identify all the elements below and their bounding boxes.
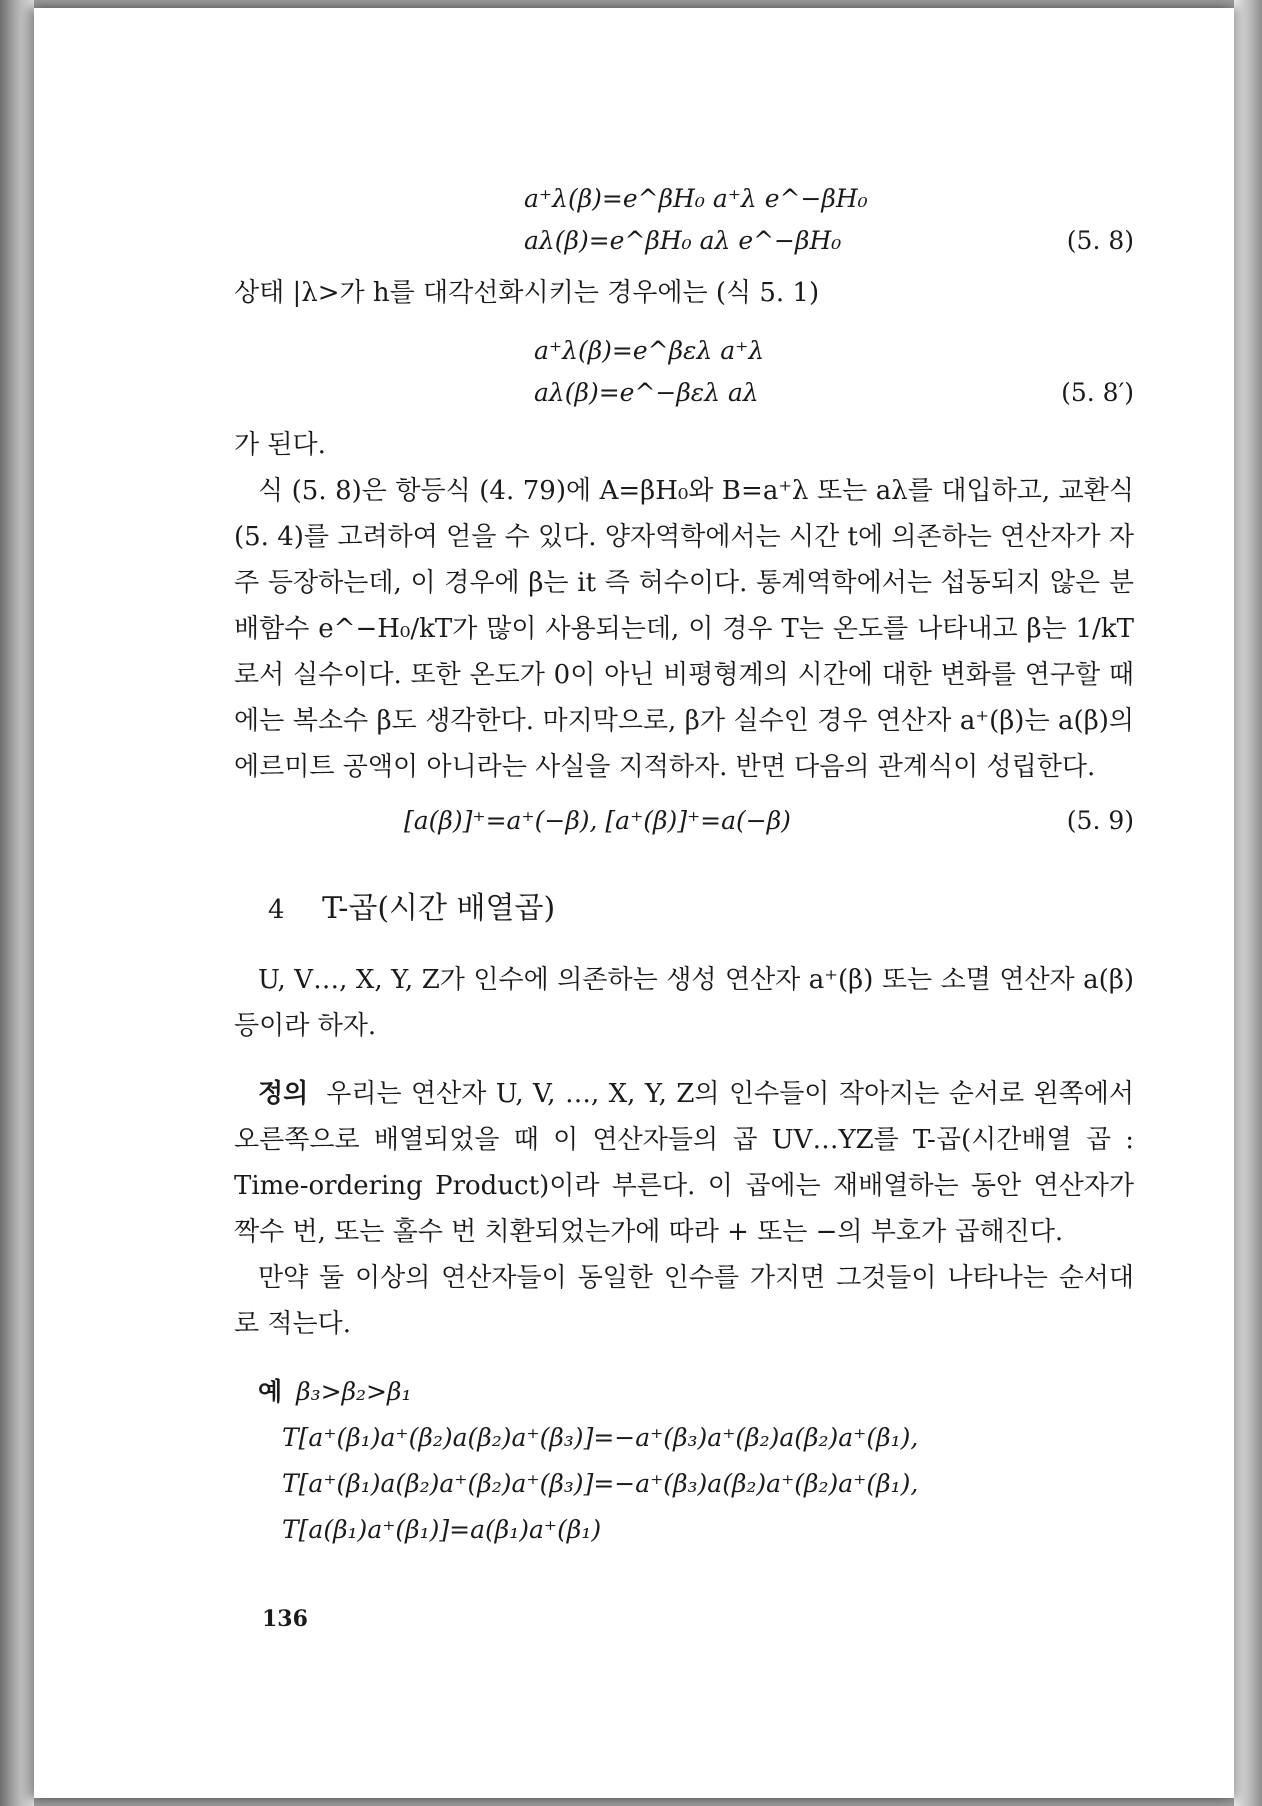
definition-label: 정의 xyxy=(258,1079,309,1109)
equation-number: (5. 8′) xyxy=(1061,378,1134,407)
example-line: T[a⁺(β₁)a(β₂)a⁺(β₂)a⁺(β₃)]=−a⁺(β₃)a(β₂)a⁺(β₂)a⁺(β₁), xyxy=(282,1469,919,1498)
definition-text: 우리는 연산자 U, V, …, X, Y, Z의 인수들이 작아지는 순서로 왼쪽에서 오른쪽으로 배열되었을 때 이 연산자들의 곱 UV…YZ를 T-곱(시간배열 곱 : Time-ordering Product)이라 부른다. 이 곱에는 재배열하는 동안 연산자가 짝수 번, 또는 홀수 번 치환되었는가에 따라 + 또는 −의 부호가 곱해진다. xyxy=(234,1079,1134,1247)
page-content xyxy=(234,178,1134,1553)
equation-line: a⁺λ(β)=e^βελ a⁺λ xyxy=(534,336,765,365)
section-title: T-곱(시간 배열곱) xyxy=(322,891,556,926)
paragraph: 만약 둘 이상의 연산자들이 동일한 인수를 가지면 그것들이 나타나는 순서대로 적는다. xyxy=(234,1263,1134,1339)
paragraph: 가 된다. xyxy=(234,430,326,460)
book-right-edge xyxy=(1234,0,1262,1806)
section-number: 4 xyxy=(268,895,285,925)
page-number: 136 xyxy=(262,1606,308,1632)
equation-number: (5. 9) xyxy=(1066,806,1134,835)
paragraph: U, V…, X, Y, Z가 인수에 의존하는 생성 연산자 a⁺(β) 또는 소멸 연산자 a(β) 등이라 하자. xyxy=(234,965,1134,1041)
example-line: T[a(β₁)a⁺(β₁)]=a(β₁)a⁺(β₁) xyxy=(282,1515,602,1544)
example-header xyxy=(234,1377,411,1406)
equation-line: [a(β)]⁺=a⁺(−β), [a⁺(β)]⁺=a(−β) xyxy=(404,806,791,835)
equation-number: (5. 8) xyxy=(1066,226,1134,255)
example-line: T[a⁺(β₁)a⁺(β₂)a(β₂)a⁺(β₃)]=−a⁺(β₃)a⁺(β₂)a(β₂)a⁺(β₁), xyxy=(282,1423,919,1452)
example-condition: β₃>β₂>β₁ xyxy=(296,1377,412,1406)
equation-line: aλ(β)=e^βH₀ aλ e^−βH₀ xyxy=(524,226,842,255)
equation-line: a⁺λ(β)=e^βH₀ a⁺λ e^−βH₀ xyxy=(524,184,868,213)
book-left-edge xyxy=(0,0,34,1806)
example-block xyxy=(234,1369,1134,1553)
equation-5-9 xyxy=(234,798,1134,844)
equation-5-8 xyxy=(234,178,1134,262)
definition-paragraph xyxy=(234,1071,1134,1255)
example-label: 예 xyxy=(258,1377,283,1406)
equation-5-8-prime xyxy=(234,330,1134,414)
equation-line: aλ(β)=e^−βελ aλ xyxy=(534,378,759,407)
paragraph: 상태 |λ>가 h를 대각선화시키는 경우에는 (식 5. 1) xyxy=(234,278,820,308)
book-page xyxy=(34,8,1234,1798)
paragraph: 식 (5. 8)은 항등식 (4. 79)에 A=βH₀와 B=a⁺λ 또는 aλ를 대입하고, 교환식 (5. 4)를 고려하여 얻을 수 있다. 양자역학에서는 시간 t에 의존하는 연산자가 자주 등장하는데, 이 경우에 β는 it 즉 허수이다. 통계역학에서는 섭동되지 않은 분배함수 e^−H₀/kT가 많이 사용되는데, 이 경우 T는 온도를 나타내고 β는 1/kT로서 실수이다. 또한 온도가 0이 아닌 비평형계의 시간에 대한 변화를 연구할 때에는 복소수 β도 생각한다. 마지막으로, β가 실수인 경우 연산자 a⁺(β)는 a(β)의 에르미트 공액이 아니라는 사실을 지적하자. 반면 다음의 관계식이 성립한다. xyxy=(234,476,1134,782)
section-heading xyxy=(268,884,1134,935)
